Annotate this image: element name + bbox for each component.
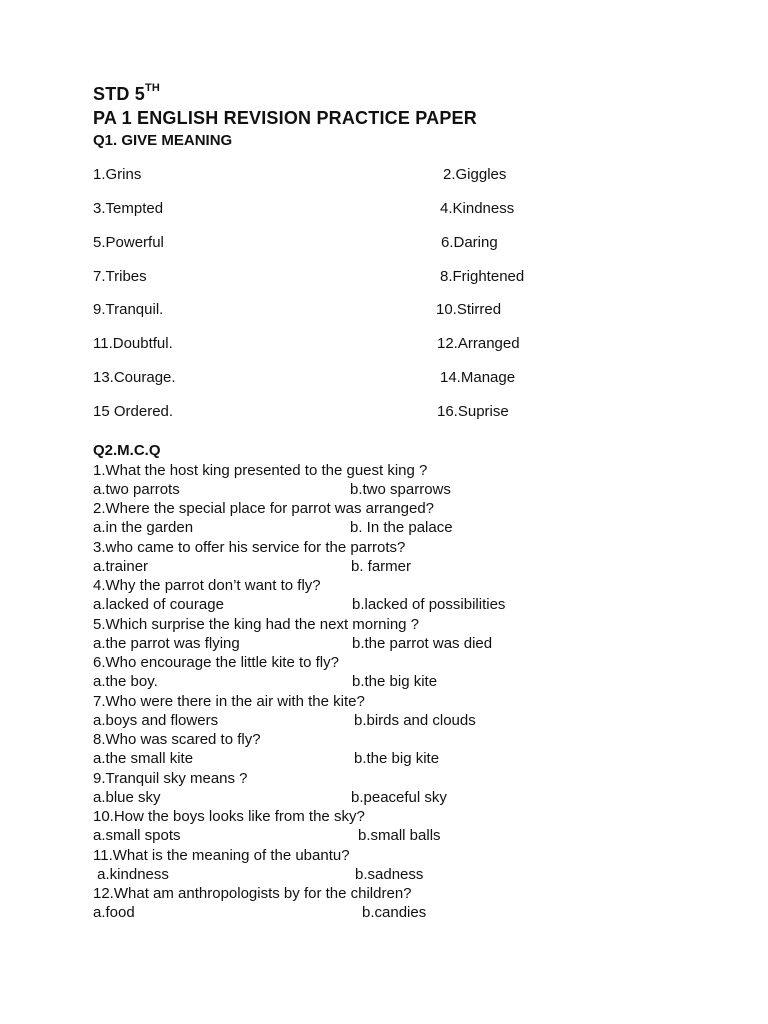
option-a: a.two parrots (93, 481, 180, 498)
paper-title: PA 1 ENGLISH REVISION PRACTICE PAPER (93, 108, 477, 128)
word-item: 3.Tempted (93, 200, 164, 217)
standard-superscript: TH (145, 82, 161, 94)
mcq-question: 3.who came to offer his service for the parrots? (93, 539, 406, 556)
mcq-options (93, 557, 513, 576)
word-item: 10.Stirred (436, 301, 502, 318)
mcq-options (93, 788, 513, 807)
option-a: a.blue sky (93, 789, 161, 806)
mcq-options (93, 749, 513, 768)
option-b: b.birds and clouds (354, 712, 476, 729)
word-item: 9.Tranquil. (93, 301, 164, 318)
q1-heading: Q1. GIVE MEANING (93, 132, 233, 149)
mcq-options (93, 826, 513, 845)
mcq-options (93, 518, 513, 537)
mcq-question: 6.Who encourage the little kite to fly? (93, 654, 339, 671)
option-a: a.food (93, 904, 135, 921)
mcq-question: 4.Why the parrot don’t want to fly? (93, 577, 321, 594)
word-item: 4.Kindness (440, 200, 515, 217)
word-item: 6.Daring (441, 234, 498, 251)
word-item: 16.Suprise (437, 403, 509, 420)
standard-text: STD 5 (93, 84, 146, 104)
mcq-question: 7.Who were there in the air with the kite? (93, 693, 365, 710)
option-a: a.trainer (93, 558, 149, 575)
word-item: 12.Arranged (437, 335, 520, 352)
word-item: 8.Frightened (440, 268, 525, 285)
mcq-question: 2.Where the special place for parrot was arranged? (93, 500, 435, 517)
mcq-options (93, 595, 533, 614)
option-a: a.the small kite (93, 750, 194, 767)
option-a: a.small spots (93, 827, 181, 844)
option-a: a.kindness (93, 866, 169, 883)
option-b: b.the big kite (352, 673, 438, 690)
option-b: b.small balls (358, 827, 441, 844)
word-item: 15 Ordered. (93, 403, 174, 420)
word-item: 1.Grins (93, 166, 142, 183)
option-b: b.candies (362, 904, 427, 921)
option-a: a.the parrot was flying (93, 635, 240, 652)
mcq-options (93, 480, 513, 499)
mcq-question: 5.Which surprise the king had the next morning ? (93, 616, 420, 633)
option-b: b. farmer (351, 558, 412, 575)
option-b: b. In the palace (350, 519, 453, 536)
mcq-question: 9.Tranquil sky means ? (93, 770, 248, 787)
word-item: 11.Doubtful. (93, 335, 173, 352)
mcq-question: 1.What the host king presented to the guest king ? (93, 462, 428, 479)
mcq-options (93, 865, 513, 884)
mcq-question: 8.Who was scared to fly? (93, 731, 261, 748)
mcq-options (93, 672, 513, 691)
mcq-options (93, 711, 513, 730)
option-b: b.sadness (355, 866, 424, 883)
mcq-question: 10.How the boys looks like from the sky? (93, 808, 365, 825)
mcq-options (93, 903, 513, 922)
option-b: b.the big kite (354, 750, 440, 767)
option-a: a.in the garden (93, 519, 194, 536)
standard-label (93, 84, 160, 105)
mcq-question: 11.What is the meaning of the ubantu? (93, 847, 350, 864)
word-item: 13.Courage. (93, 369, 176, 386)
mcq-question: 12.What am anthropologists by for the children? (93, 885, 412, 902)
word-item: 5.Powerful (93, 234, 164, 251)
option-b: b.peaceful sky (351, 789, 447, 806)
option-a: a.boys and flowers (93, 712, 219, 729)
option-a: a.the boy. (93, 673, 158, 690)
word-item: 14.Manage (440, 369, 516, 386)
q2-heading: Q2.M.C.Q (93, 442, 161, 459)
option-b: b.lacked of possibilities (352, 596, 506, 613)
word-item: 2.Giggles (443, 166, 507, 183)
mcq-options (93, 634, 513, 653)
word-item: 7.Tribes (93, 268, 147, 285)
option-a: a.lacked of courage (93, 596, 224, 613)
option-b: b.the parrot was died (352, 635, 493, 652)
option-b: b.two sparrows (350, 481, 451, 498)
